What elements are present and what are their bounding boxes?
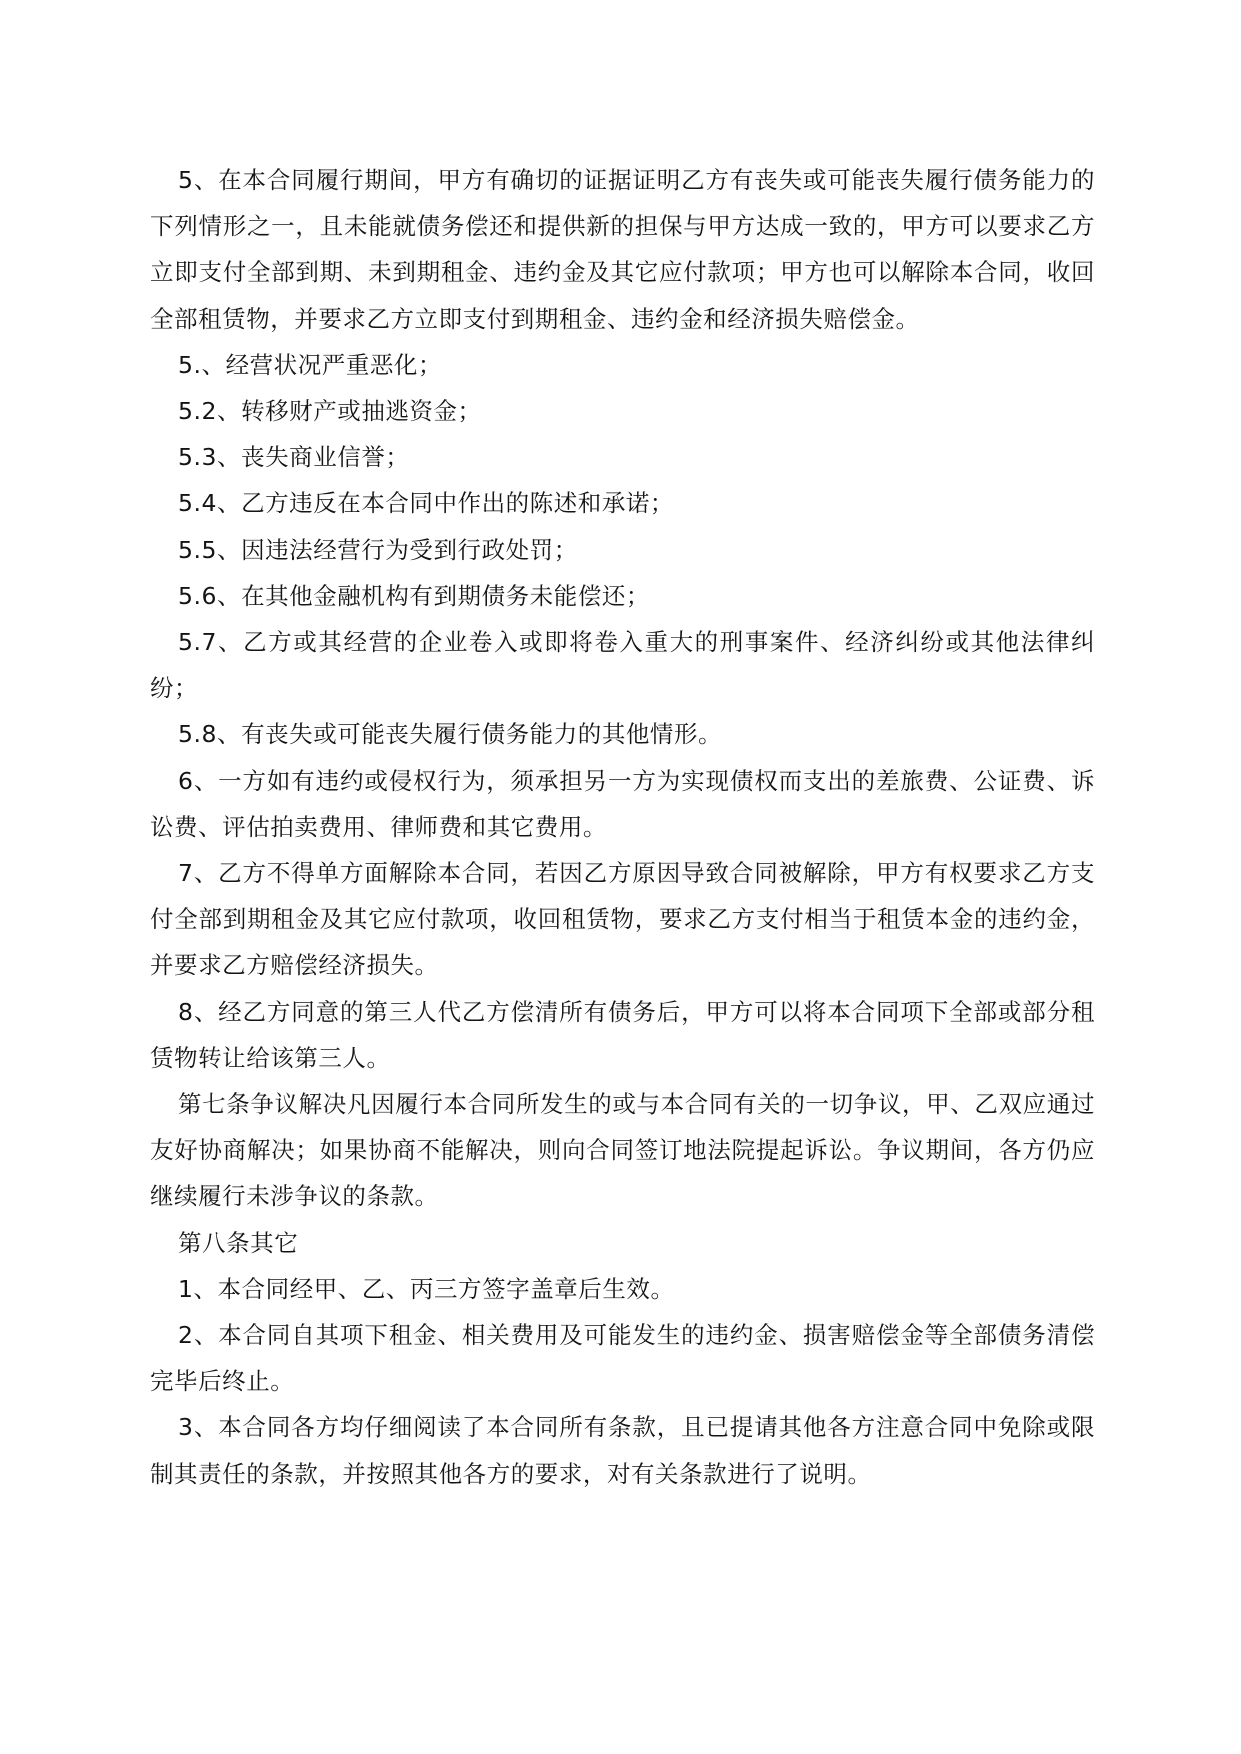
article-8-item-1: 1、本合同经甲、乙、丙三方签字盖章后生效。 bbox=[178, 1274, 675, 1303]
clause-6: 6、一方如有违约或侵权行为，须承担另一方为实现债权而支出的差旅费、公证费、诉讼费、评估拍卖费用、律师费和其它费用。 bbox=[150, 766, 1095, 841]
clause-7: 7、乙方不得单方面解除本合同，若因乙方原因导致合同被解除，甲方有权要求乙方支付全部到期租金及其它应付款项，收回租赁物，要求乙方支付相当于租赁本金的违约金，并要求乙方赔偿经济损失。 bbox=[150, 859, 1095, 980]
clause-5-5: 5.5、因违法经营行为受到行政处罚； bbox=[178, 535, 578, 564]
article-8-item-2: 2、本合同自其项下租金、相关费用及可能发生的违约金、损害赔偿金等全部债务清偿完毕后终止。 bbox=[150, 1321, 1095, 1396]
article-8-item-3: 3、本合同各方均仔细阅读了本合同所有条款，且已提请其他各方注意合同中免除或限制其责任的条款，并按照其他各方的要求，对有关条款进行了说明。 bbox=[150, 1413, 1095, 1488]
clause-5-7: 5.7、乙方或其经营的企业卷入或即将卷入重大的刑事案件、经济纠纷或其他法律纠纷； bbox=[150, 628, 1095, 703]
clause-5-2: 5.2、转移财产或抽逃资金； bbox=[178, 397, 482, 426]
clause-5-8: 5.8、有丧失或可能丧失履行债务能力的其他情形。 bbox=[178, 720, 723, 749]
clause-5-1: 5.、经营状况严重恶化； bbox=[178, 350, 443, 379]
article-7-dispute-resolution: 第七条争议解决凡因履行本合同所发生的或与本合同有关的一切争议，甲、乙双应通过友好协商解决；如果协商不能解决，则向合同签订地法院提起诉讼。争议期间，各方仍应继续履行未涉争议的条款。 bbox=[150, 1090, 1095, 1211]
clause-5-4: 5.4、乙方违反在本合同中作出的陈述和承诺； bbox=[178, 489, 674, 518]
document-body bbox=[150, 157, 1095, 1497]
clause-5: 5、在本合同履行期间，甲方有确切的证据证明乙方有丧失或可能丧失履行债务能力的下列情形之一，且未能就债务偿还和提供新的担保与甲方达成一致的，甲方可以要求乙方立即支付全部到期、未到期租金、违约金及其它应付款项；甲方也可以解除本合同，收回全部租赁物，并要求乙方立即支付到期租金、违约金和经济损失赔偿金。 bbox=[150, 166, 1095, 333]
clause-5-6: 5.6、在其他金融机构有到期债务未能偿还； bbox=[178, 581, 650, 610]
clause-5-3: 5.3、丧失商业信誉； bbox=[178, 443, 410, 472]
clause-8: 8、经乙方同意的第三人代乙方偿清所有债务后，甲方可以将本合同项下全部或部分租赁物转让给该第三人。 bbox=[150, 997, 1095, 1072]
article-8-heading: 第八条其它 bbox=[178, 1228, 299, 1257]
